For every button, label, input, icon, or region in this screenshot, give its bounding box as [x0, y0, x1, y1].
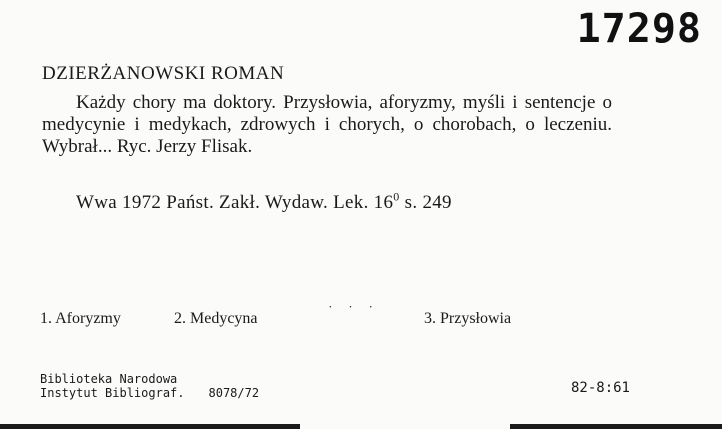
card-bottom-notch — [300, 421, 510, 429]
imprint-line — [76, 189, 452, 214]
author-heading: DZIERŻANOWSKI ROMAN — [42, 63, 285, 84]
subject-heading-1: 1. Aforyzmy — [40, 310, 121, 327]
institution-code: 8078/72 — [208, 386, 260, 400]
institution-stamp — [40, 372, 259, 400]
institution-department: Instytut Bibliograf. — [40, 386, 185, 400]
imprint-format-superscript: 0 — [393, 189, 400, 204]
subject-heading-2: 2. Medycyna — [174, 310, 258, 327]
card-number: 17298 — [576, 6, 702, 52]
institution-name: Biblioteka Narodowa — [40, 372, 178, 386]
imprint-pages: s. 249 — [399, 192, 452, 213]
classification-mark: 82-8:61 — [570, 380, 630, 396]
imprint-main: Wwa 1972 Państ. Zakł. Wydaw. Lek. 16 — [76, 192, 394, 213]
institution-department-line — [40, 386, 259, 400]
title-description: Każdy chory ma doktory. Przysłowia, aforyzmy, myśli i sentencje o medycynie i medykach, zdrowych i chorych, o chorobach, o leczeniu. Wybrał... Ryc. Jerzy Flisak. — [42, 92, 612, 157]
subject-heading-3: 3. Przysłowia — [424, 310, 512, 327]
stray-marks: ˙ ˙ ˙ — [328, 304, 379, 319]
